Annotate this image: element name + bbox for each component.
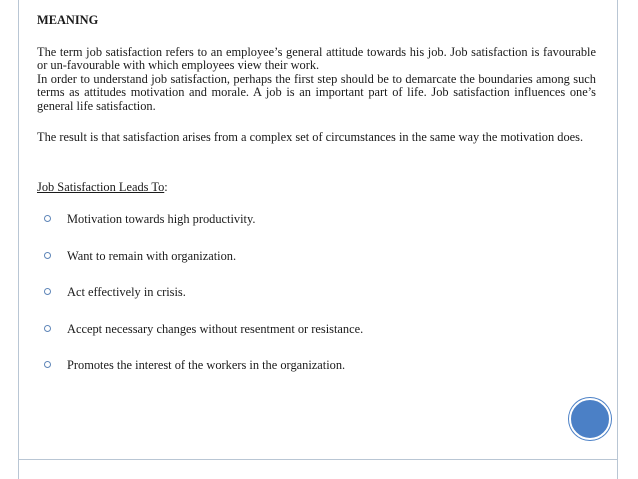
- blue-circle-decoration-icon: [569, 398, 611, 440]
- hollow-circle-bullet-icon: [44, 252, 51, 259]
- list-item: [37, 359, 596, 396]
- slide-frame-left-border: [18, 0, 19, 479]
- slide-heading: MEANING: [37, 13, 99, 27]
- slide-content: [37, 14, 596, 396]
- list-item: [37, 213, 596, 250]
- hollow-circle-bullet-icon: [44, 361, 51, 368]
- hollow-circle-bullet-icon: [44, 288, 51, 295]
- list-item-text: Promotes the interest of the workers in the organization.: [67, 358, 346, 372]
- list-item-text: Want to remain with organization.: [67, 248, 237, 263]
- hollow-circle-bullet-icon: [44, 215, 51, 222]
- paragraph-understanding: In order to understand job satisfaction, perhaps the first step should be to demarcate the boundaries among such terms as attitudes motivation and morale. A job is an important part of life. Job satisfaction influences one’s general life satisfaction.: [37, 71, 596, 113]
- hollow-circle-bullet-icon: [44, 325, 51, 332]
- list-item: [37, 286, 596, 323]
- list-item-text: Act effectively in crisis.: [67, 285, 186, 299]
- paragraph-result: The result is that satisfaction arises from a complex set of circumstances in the same way the motivation does.: [37, 130, 584, 144]
- list-item-text: Accept necessary changes without resentment or resistance.: [67, 321, 364, 336]
- subheading-row: [37, 163, 596, 195]
- paragraph-definition: The term job satisfaction refers to an employee’s general attitude towards his job. Job satisfaction is favourable or un-favourable with which employees view their work.: [37, 44, 596, 72]
- list-item: [37, 323, 596, 360]
- list-item-text: Motivation towards high productivity.: [67, 212, 256, 226]
- benefits-list: [37, 213, 596, 396]
- slide-frame-bottom-border: [18, 459, 618, 460]
- subheading-colon: :: [164, 179, 168, 194]
- subheading: Job Satisfaction Leads To: [37, 179, 165, 194]
- slide-frame-right-border: [617, 0, 618, 479]
- list-item: [37, 250, 596, 287]
